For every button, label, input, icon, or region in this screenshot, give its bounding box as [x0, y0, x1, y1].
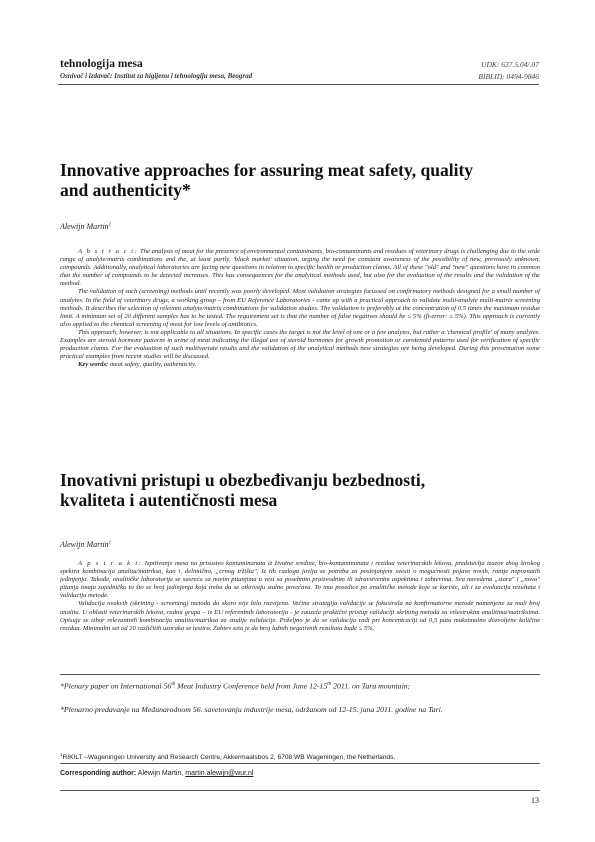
serbian-author	[60, 540, 111, 549]
author-affiliation-mark: 1	[108, 222, 112, 228]
author-affiliation-mark: 1	[108, 540, 112, 546]
keywords-label: Key words:	[78, 361, 109, 369]
serbian-abstract-p1	[60, 560, 540, 600]
fn1-part-c: 2011. on Tara mountain;	[331, 681, 411, 691]
journal-name: tehnologija mesa	[60, 58, 143, 70]
abstract-label: A b s t r a c t:	[78, 248, 139, 255]
page-number: 13	[531, 796, 539, 805]
affiliation-divider	[60, 763, 540, 764]
english-abstract-p1	[60, 248, 540, 288]
english-abstract	[60, 248, 540, 369]
serbian-title	[60, 470, 540, 510]
english-title-line2: and authenticity*	[60, 180, 191, 200]
serbian-abstract-p2: Validacija ovakvih (skrining - screening) metoda do skoro nije bila razvijena. Većina strategija validacije se fokusirala na konfirmatorne metode namenjene za mali broj analita. U oblasti veterinarskih lekova, radna grupa – iz EU referentnih laboratorija - je zauzela praktični pristup validaciji skrining metoda sa višestrukim analitima/matriksima. Opisuje se izbor relevantnih kombinacija analita/matriksa za studije validacije. Poželjno je da se validacija radi pri koncentraciji od 0,5 puta maksimalno dozvoljene količine rezidua. Minimalni set od 20 različitih uzoraka se testira. Zahtev seta je da broj lažnih negativnih rezultata bude ≤ 5%.	[60, 600, 540, 632]
footnote-serbian: *Plenarno predavanje na Međunarodnom 56. savetovanju industrije mesa, održanom od 12-15. juna 2011. godine na Tari.	[60, 705, 443, 714]
author-name: Alewijn Martin	[60, 540, 109, 549]
footnote-divider	[60, 674, 540, 675]
fn1-sup-2: th	[327, 682, 332, 687]
corresponding-name: Alewijn Martin,	[137, 770, 184, 777]
affiliation-mark: 1	[60, 752, 63, 757]
english-abstract-p3: This approach, however, is not applicable to all situations. In specific cases the target is not the level of one or a few analytes, but rather a 'chemical profile' of many analytes. Examples are steroid hormone patterns in urine of meat indicating the illegal use of steroid hormones for growth promotion or carotenoid patterns used for verification of specific production claims. For the evaluation of such multivariate results and the validation of the analytical methods new strategies are being developed. During this presentation some practical examples from recent studies will be discussed.	[60, 328, 540, 361]
corresponding-email-link[interactable]: martin.alewijn@wur.nl	[185, 770, 254, 777]
fn1-part-b: Meat Industry Conference held from June 12-15	[175, 681, 328, 691]
english-author	[60, 222, 111, 231]
keywords-text: meat safety, quality, authenticity.	[109, 361, 197, 369]
serbian-title-line1: Inovativni pristupi u obezbeđivanju bezbednosti,	[60, 470, 426, 490]
udk-code: UDK: 637.5.04/.07	[481, 60, 539, 69]
header-divider	[58, 84, 539, 85]
publisher-line: Osnivač i izdavač: Institut za higijenu i tehnologiju mesa, Beograd	[60, 72, 253, 80]
affiliation-text: RIKILT –Wageningen University and Research Centre, Akkermaalsbos 2, 6708 WB Wageningen, the Netherlands.	[62, 754, 396, 762]
english-abstract-p2: The validation of such (screening) methods until recently was poorly developed. Most validation strategies focussed on confirmatory methods designed for a small number of analytes. In the field of veterinary drugs, a working group – from EU Reference Laboratories - came up with a practical approach to validate multi-analyte multi-matrix screening methods. It describes the selection of relevant analyte/matrix combinations for validation studies. The validation is preferably at the concentration of 0.5 times the maximum residue limit. A minimum set of 20 different samples has to be tested. The requirement set is that the number of false negatives should be ≤ 5% (β-error: ≤ 5%). This approach is currently also applied to the chemical screening of meat for low levels of antibiotics.	[60, 288, 540, 328]
corresponding-author	[60, 770, 253, 777]
apstrakt-label: A p s t r a k t:	[78, 560, 143, 567]
affiliation	[60, 752, 395, 761]
corresponding-label: Corresponding author:	[60, 770, 137, 777]
bottom-divider	[60, 790, 540, 791]
english-title-line1: Innovative approaches for assuring meat safety, quality	[60, 160, 474, 180]
english-abstract-p1-text: The analysis of meat for the presence of environmental contaminants, bio-contaminants and residues of veterinary drugs is challenging due to the wide range of analyte/matrix combinations and the, at least partly, 'black market' situation, urging the need for constant awareness of the possibility of new, previously unknown, compounds. Additionally, analytical laboratories are facing new questions in relation to specific health or production claims. All of these "old" and "new" questions have in common that the number of compounds to be detected increases. This has consequences for the analytical methods used, but also for the evaluation of the results and the validation of the method.	[60, 248, 540, 288]
serbian-abstract	[60, 560, 540, 668]
serbian-abstract-p1-text: Ispitivanje mesa na prisustvo kontaminanata iz životne sredine, bio-kontaminanata i rezidua veterinarskih lekova, predstavlja izazov zbog širokog spektra kombinacija analita/matriksa, kao i, delimično, „crnog tržišta". Iz tih razloga javlja se potreba za postojanjem svesti o mogućnosti pojave novih, ranije nepoznatih jedinjenja. Takođe, analitičke laboratorije se susreću sa novim pitanjima u vezi sa posebnim proizvodnim ili zdravstvenim aspektima i zahtevima. Sva navedena „stara" i „nova" pitanja imaju zajedničko to što se broj jedinjenja koja treba da se otkrivaju stalno povećava. To ima posedice po analitičke metode koje se koriste, ali i za evaluaciju rezultata i validaciju metode.	[60, 560, 540, 600]
keywords	[60, 361, 540, 369]
fn1-sup-1: th	[171, 682, 176, 687]
author-name: Alewijn Martin	[60, 222, 109, 231]
fn1-part-a: *Plenary paper on International 56	[60, 681, 172, 691]
english-title	[60, 160, 540, 200]
biblid-code: BIBLID: 0494-9846	[478, 72, 539, 81]
footnote-english	[60, 680, 544, 692]
serbian-title-line2: kvaliteta i autentičnosti mesa	[60, 490, 278, 510]
